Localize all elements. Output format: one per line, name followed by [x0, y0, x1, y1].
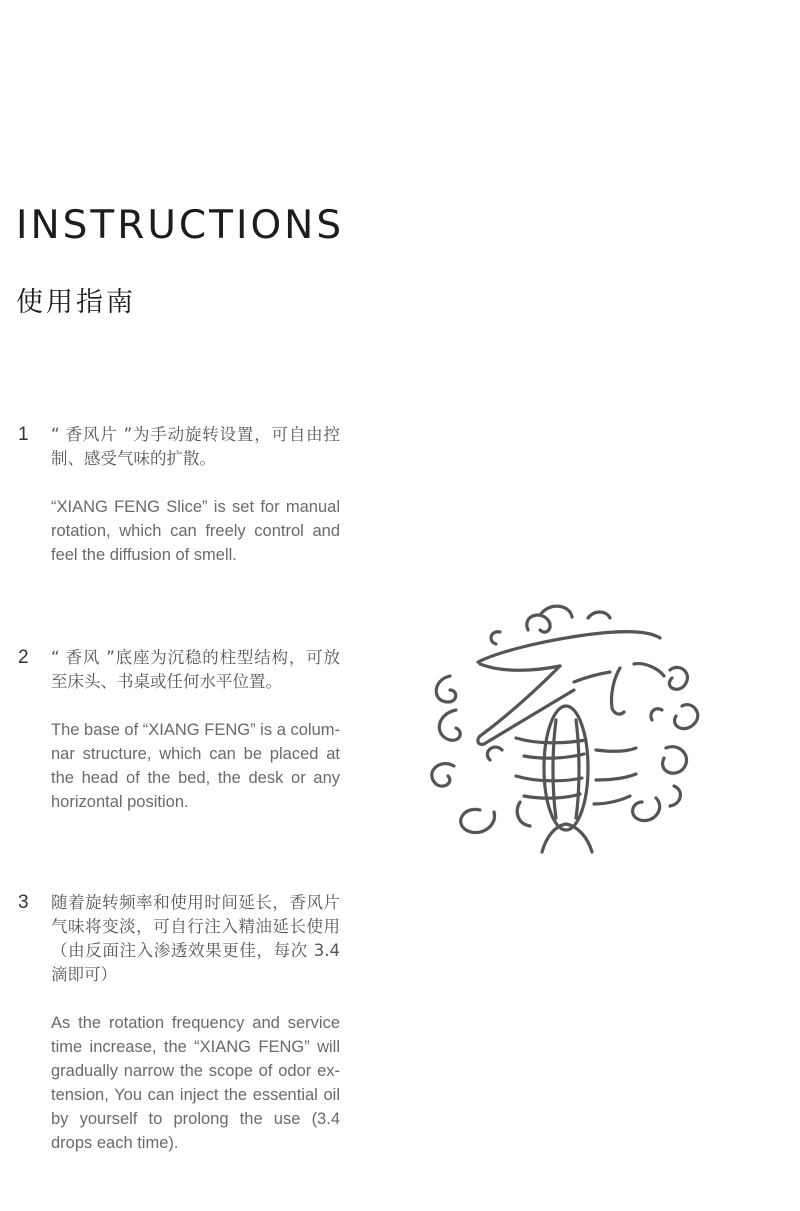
step-text-english: As the rotation frequency and service time increase, the “XIANG FENG” will gradually narrow the scope of odor extension, You can inject the essential oil by yourself to prolong the use (3.4 drops each time).: [51, 1014, 340, 1152]
step-body: [51, 891, 340, 1155]
illustration-svg: [420, 590, 710, 870]
step-text-chinese: “ 香风片 ”为手动旋转设置，可自由控制、感受气味的扩散。: [51, 425, 340, 468]
step-text-chinese: “ 香风 ”底座为沉稳的柱型结构，可放至床头、书桌或任何水平位置。: [51, 648, 340, 691]
hand-spinning-aroma-slice-illustration: [420, 590, 710, 870]
step-number: 1: [18, 424, 29, 445]
step-text-english: “XIANG FENG Slice” is set for manual rotation, which can freely control and feel the diffusion of smell.: [51, 498, 340, 564]
step-number: 3: [18, 892, 29, 913]
page-title-english: INSTRUCTIONS: [16, 203, 345, 248]
step-text-chinese: 随着旋转频率和使用时间延长，香风片气味将变淡，可自行注入精油延长使用（由反面注入渗透效果更佳，每次 3.4 滴即可）: [51, 893, 340, 984]
step-text-english: The base of “XIANG FENG” is a columnar structure, which can be placed at the head of the bed, the desk or any horizontal position.: [51, 721, 340, 811]
step-body: [51, 423, 340, 567]
page-title-chinese: 使用指南: [16, 287, 136, 318]
step-number: 2: [18, 647, 29, 668]
step-body: [51, 646, 340, 814]
